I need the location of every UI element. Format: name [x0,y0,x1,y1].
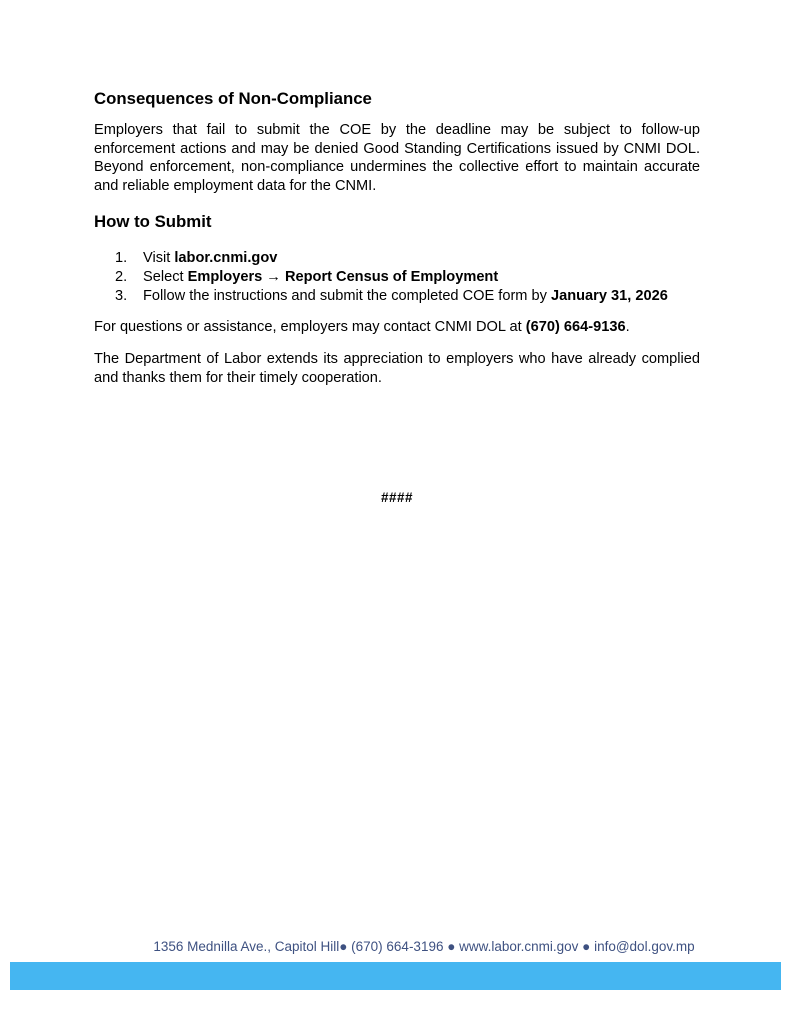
step-text [143,249,277,268]
heading-how-to-submit: How to Submit [94,212,212,232]
step-text [143,287,668,306]
appreciation-paragraph: The Department of Labor extends its appreciation to employers who have already complied and thanks them for their timely cooperation. [94,350,700,386]
contact-text: For questions or assistance, employers may contact CNMI DOL at [94,319,526,336]
step-text-regular: Visit [143,250,175,267]
contact-phone-number: (670) 664-9136 [525,319,626,336]
footer-accent-bar [10,962,781,990]
submission-step-2 [94,268,700,287]
contact-text-end: . [625,319,630,336]
step-text-bold: January 31, 2026 [551,288,668,305]
step-text-bold: Employers [187,269,263,286]
document-content [94,88,700,505]
step-number: 1. [115,250,128,267]
submission-step-3 [94,287,700,306]
step-text-bold-2: Report Census of Employment [284,269,499,286]
end-of-release-mark: #### [380,490,414,506]
consequences-paragraph: Employers that fail to submit the COE by the deadline may be subject to follow-up enforcement actions and may be denied Good Standing Certifications issued by CNMI DOL. Beyond enforcement, non-compliance undermines the collective effort to maintain accurate and reliable employment data for the CNMI. [94,122,700,194]
footer-contact-line: 1356 Mednilla Ave., Capitol Hill● (670) 664-3196 ● www.labor.cnmi.gov ● info@dol.gov.mp [153,939,695,954]
step-text-regular: Select [143,269,188,286]
contact-paragraph [94,318,700,337]
submission-step-1 [94,249,700,268]
step-text [143,268,498,287]
step-number: 3. [115,288,128,305]
step-text-bold: labor.cnmi.gov [174,250,278,267]
step-text-regular: Follow the instructions and submit the completed COE form by [143,288,551,305]
step-number: 2. [115,269,128,286]
submission-steps-list [94,249,700,306]
step-text-arrow: → [262,269,285,286]
heading-consequences: Consequences of Non-Compliance [94,89,372,108]
